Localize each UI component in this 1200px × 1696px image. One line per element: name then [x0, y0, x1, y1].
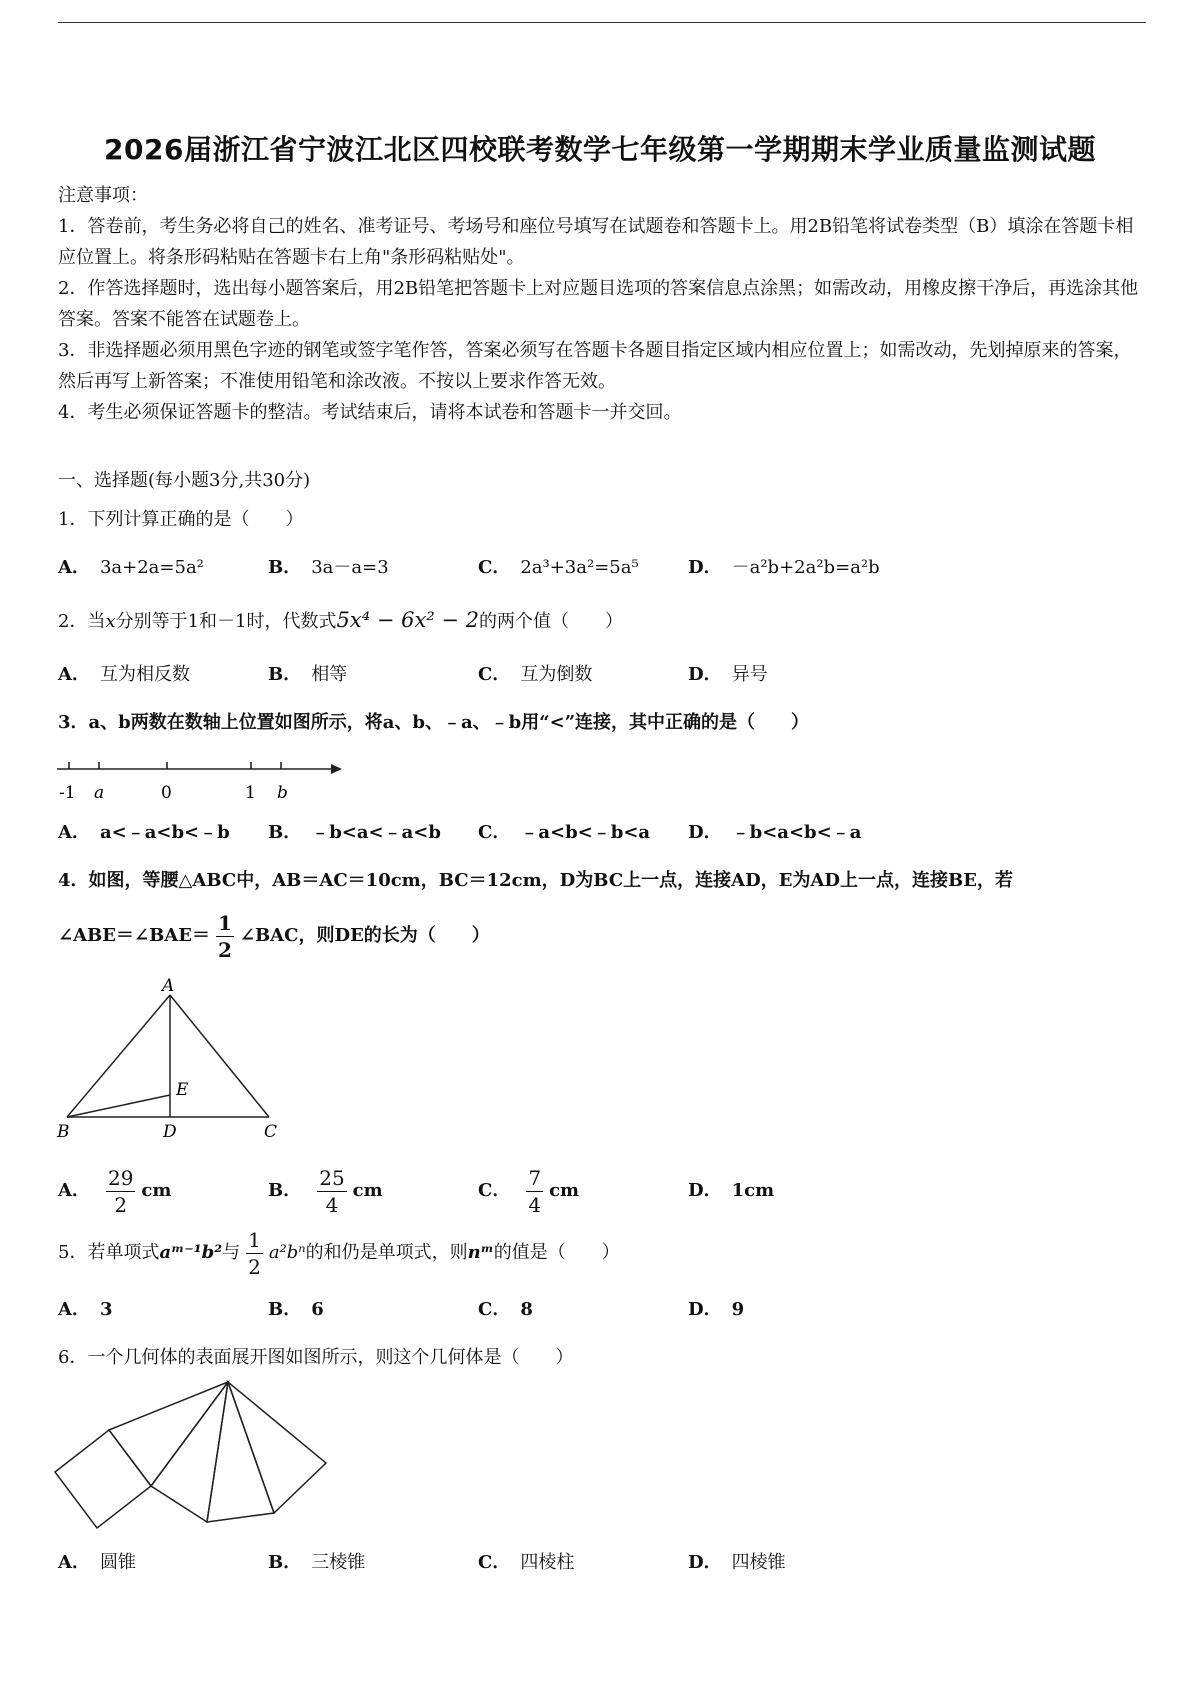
question-5-stem: 5．若单项式aᵐ⁻¹b²与 $\frac{1}{2}$ a²bⁿ的和仍是单项式，则nᵐ的值是（ ） [58, 1227, 620, 1279]
point-d-label: D [163, 1122, 177, 1142]
notice-item-4: 4．考生必须保证答题卡的整洁。考试结束后，请将本试卷和答题卡一并交回。 [58, 402, 682, 423]
q3-option-a[interactable]: A． a<﹣a<b<﹣b [58, 822, 230, 843]
label-a: a [94, 783, 105, 803]
label-b: b [277, 783, 288, 803]
q6-option-a[interactable]: A． 圆锥 [58, 1552, 136, 1573]
question-4-stem-line1: 4．如图，等腰△ABC中，AB＝AC＝10cm，BC＝12cm，D为BC上一点，连接AD，E为AD上一点，连接BE，若 [58, 870, 1013, 891]
q4-option-d[interactable]: D． 1cm [688, 1180, 775, 1201]
net-triangle-4 [228, 1382, 326, 1513]
notice-block [58, 180, 1148, 428]
net-triangle-3 [207, 1382, 274, 1522]
question-3-stem: 3．a、b两数在数轴上位置如图所示，将a、b、﹣a、﹣b用“<”连接，其中正确的是（ ） [58, 712, 810, 733]
q4-option-c[interactable]: C． $\frac{7}{4}$ cm [478, 1165, 580, 1217]
number-line-figure [55, 752, 355, 808]
triangle-figure [55, 975, 295, 1145]
q3-option-d[interactable]: D． ﹣b<a<b<﹣a [688, 822, 862, 843]
q5-option-c[interactable]: C． 8 [478, 1299, 533, 1320]
page-title: 2026届浙江省宁波江北区四校联考数学七年级第一学期期末学业质量监测试题 [104, 133, 1096, 166]
question-2-stem: 2．当x分别等于1和－1时，代数式5x⁴ − 6x² − 2的两个值（ ） [58, 608, 624, 632]
q3-option-c[interactable]: C． ﹣a<b<﹣b<a [478, 822, 651, 843]
vertex-c-label: C [264, 1122, 278, 1142]
q5-option-d[interactable]: D． 9 [688, 1299, 745, 1320]
q1-option-d[interactable]: D． －a²b+2a²b=a²b [688, 557, 880, 578]
net-square-left [55, 1430, 151, 1528]
net-triangle-2 [151, 1382, 228, 1522]
q1-option-a[interactable]: A． 3a+2a=5a² [58, 557, 204, 578]
notice-item-1: 1．答卷前，考生务必将自己的姓名、准考证号、考场号和座位号填写在试题卷和答题卡上。用2B铅笔将试卷类型（B）填涂在答题卡相应位置上。将条形码粘贴在答题卡右上角"条形码粘贴处"。 [58, 216, 1134, 268]
q2-option-d[interactable]: D． 异号 [688, 664, 768, 685]
q6-option-b[interactable]: B． 三棱锥 [268, 1552, 366, 1573]
label-neg1: -1 [59, 783, 76, 803]
q5-option-a[interactable]: A． 3 [58, 1299, 113, 1320]
point-e-label: E [176, 1080, 189, 1100]
fraction-one-half: $\frac{1}{2}$ [217, 910, 232, 962]
header-rule [58, 22, 1146, 23]
q2-option-a[interactable]: A． 互为相反数 [58, 664, 190, 685]
q3-option-b[interactable]: B． ﹣b<a<﹣a<b [268, 822, 441, 843]
notice-item-3: 3．非选择题必须用黑色字迹的钢笔或签字笔作答，答案必须写在答题卡各题目指定区域内相应位置上；如需改动，先划掉原来的答案，然后再写上新答案；不准使用铅笔和涂改液。不按以上要求作答无效。 [58, 340, 1132, 392]
vertex-a-label: A [162, 976, 175, 996]
q6-option-d[interactable]: D． 四棱锥 [688, 1552, 786, 1573]
vertex-b-label: B [57, 1122, 70, 1142]
pyramid-net-figure [50, 1378, 340, 1548]
section-heading: 一、选择题(每小题3分,共30分) [58, 470, 311, 491]
q5-option-b[interactable]: B． 6 [268, 1299, 324, 1320]
notice-item-2: 2．作答选择题时，选出每小题答案后，用2B铅笔把答题卡上对应题目选项的答案信息点涂黑；如需改动，用橡皮擦干净后，再选涂其他答案。答案不能答在试题卷上。 [58, 278, 1139, 330]
q1-option-b[interactable]: B． 3a－a=3 [268, 557, 389, 578]
label-0: 0 [161, 783, 172, 803]
label-1: 1 [245, 783, 256, 803]
q1-option-c[interactable]: C． 2a³+3a²=5a⁵ [478, 557, 639, 578]
question-1-stem: 1．下列计算正确的是（ ） [58, 509, 304, 530]
q2-option-b[interactable]: B． 相等 [268, 664, 348, 685]
net-triangle-1 [109, 1382, 228, 1486]
question-6-stem: 6．一个几何体的表面展开图如图所示，则这个几何体是（ ） [58, 1347, 574, 1368]
q6-option-c[interactable]: C． 四棱柱 [478, 1552, 575, 1573]
q2-option-c[interactable]: C． 互为倒数 [478, 664, 593, 685]
q4-option-b[interactable]: B． $\frac{25}{4}$ cm [268, 1165, 383, 1217]
question-4-stem-line2: ∠ABE＝∠BAE＝ $\frac{1}{2}$ ∠BAC，则DE的长为（ ） [58, 910, 490, 962]
notice-heading: 注意事项： [58, 185, 148, 206]
fraction-one-half-q5: $\frac{1}{2}$ [248, 1227, 261, 1279]
q4-option-a[interactable]: A． $\frac{29}{2}$ cm [58, 1165, 172, 1217]
number-line-arrow [331, 764, 342, 774]
